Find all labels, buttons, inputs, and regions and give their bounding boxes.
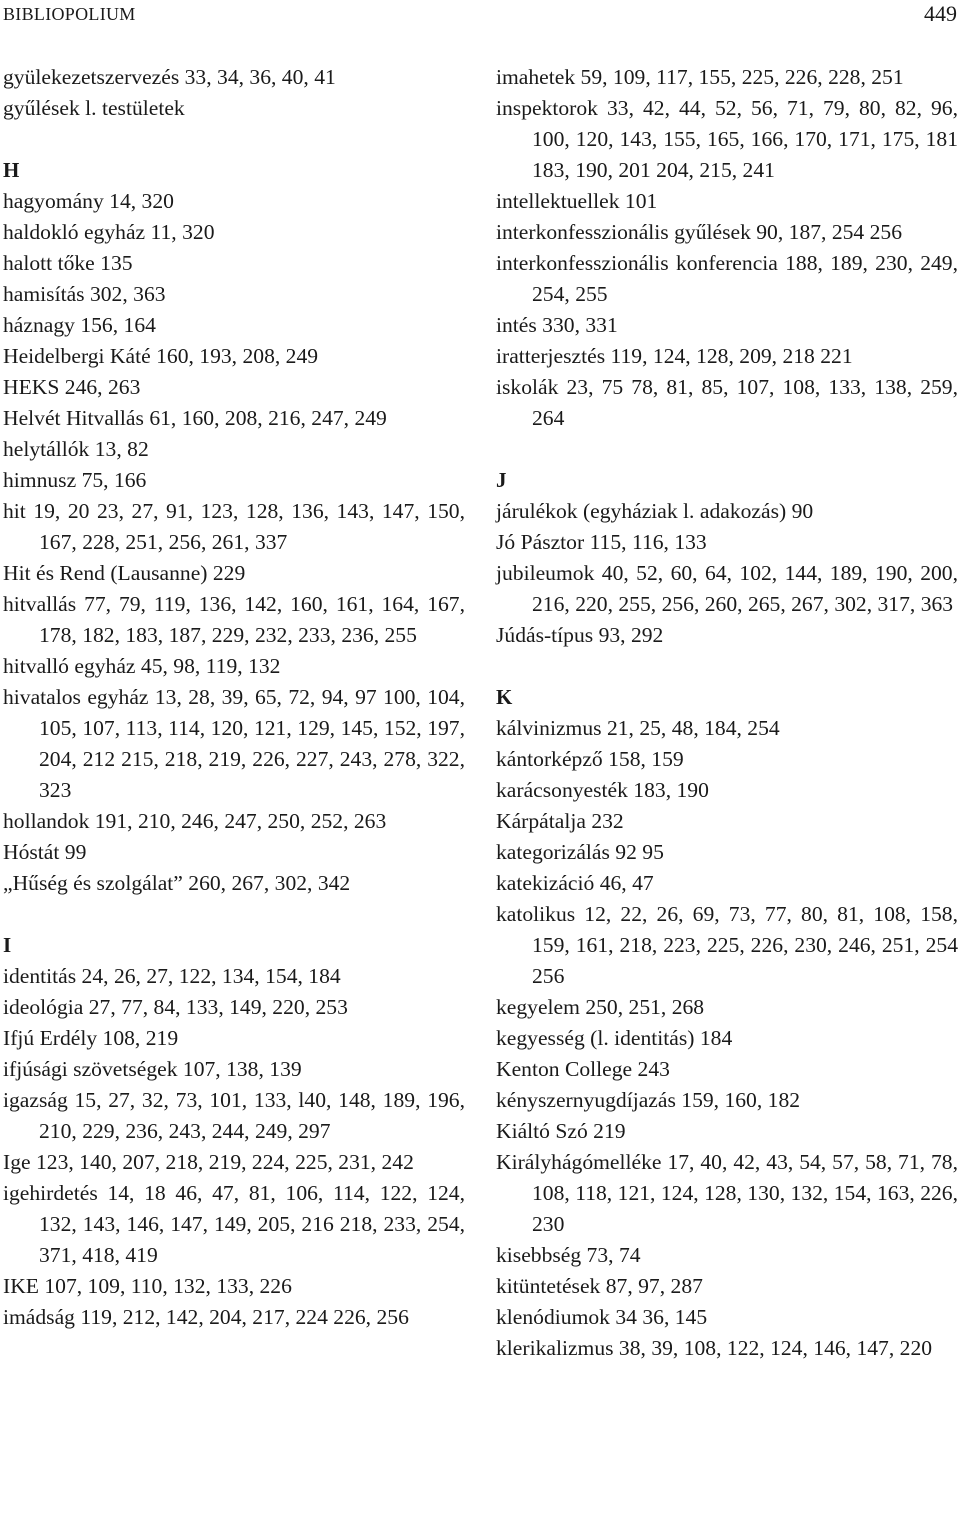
- index-entry: ifjúsági szövetségek 107, 138, 139: [3, 1057, 302, 1081]
- index-entry: IKE 107, 109, 110, 132, 133, 226: [3, 1274, 292, 1298]
- index-entry: kényszernyugdíjazás 159, 160, 182: [496, 1088, 801, 1112]
- index-entry: „Hűség és szolgálat” 260, 267, 302, 342: [3, 871, 351, 895]
- index-entry: interkonfesszionális gyűlések 90, 187, 254 256: [496, 220, 903, 244]
- index-entry: hit 19, 20 23, 27, 91, 123, 128, 136, 143, 147, 150, 167, 228, 251, 256, 261, 337: [3, 499, 465, 554]
- index-letter-heading: J: [496, 468, 507, 492]
- index-entry: Kiáltó Szó 219: [496, 1119, 626, 1143]
- index-entry: himnusz 75, 166: [3, 468, 147, 492]
- index-entry: igehirdetés 14, 18 46, 47, 81, 106, 114, 122, 124, 132, 143, 146, 147, 149, 205, 216 218, 233, 254, 371, 418, 419: [3, 1181, 465, 1267]
- index-entry: gyülekezetszervezés 33, 34, 36, 40, 41: [3, 65, 336, 89]
- index-entry: jubileumok 40, 52, 60, 64, 102, 144, 189, 190, 200, 216, 220, 255, 256, 260, 265, 267, 302, 317, 363: [496, 561, 958, 616]
- index-entry: kisebbség 73, 74: [496, 1243, 641, 1267]
- index-entry: imahetek 59, 109, 117, 155, 225, 226, 228, 251: [496, 65, 904, 89]
- index-entry: kitüntetések 87, 97, 287: [496, 1274, 703, 1298]
- running-head: [0, 0, 960, 34]
- index-entry: kategorizálás 92 95: [496, 840, 664, 864]
- index-entry: Ige 123, 140, 207, 218, 219, 224, 225, 231, 242: [3, 1150, 414, 1174]
- index-entry: HEKS 246, 263: [3, 375, 141, 399]
- index-entry: gyűlések l. testületek: [3, 96, 185, 120]
- index-letter-heading: K: [496, 685, 513, 709]
- index-entry: igazság 15, 27, 32, 73, 101, 133, l40, 148, 189, 196, 210, 229, 236, 243, 244, 249, 297: [3, 1088, 465, 1143]
- index-entry: Ifjú Erdély 108, 219: [3, 1026, 179, 1050]
- index-entry: identitás 24, 26, 27, 122, 134, 154, 184: [3, 964, 341, 988]
- index-entry: Kenton College 243: [496, 1057, 670, 1081]
- index-entry: hivatalos egyház 13, 28, 39, 65, 72, 94, 97 100, 104, 105, 107, 113, 114, 120, 121, 129, 145, 152, 197, 204, 212 215, 218, 219, 226, 227, 243, 278, 322, 323: [3, 685, 465, 802]
- index-letter-heading: H: [3, 158, 20, 182]
- index-letter-heading: I: [3, 933, 12, 957]
- index-entry: hitvalló egyház 45, 98, 119, 132: [3, 654, 281, 678]
- index-column-right: [496, 62, 958, 1364]
- index-entry: Kárpátalja 232: [496, 809, 624, 833]
- index-entry: Hit és Rend (Lausanne) 229: [3, 561, 246, 585]
- index-entry: Heidelbergi Káté 160, 193, 208, 249: [3, 344, 319, 368]
- index-entry: Hóstát 99: [3, 840, 87, 864]
- index-entry: hitvallás 77, 79, 119, 136, 142, 160, 161, 164, 167, 178, 182, 183, 187, 229, 232, 233, 236, 255: [3, 592, 465, 647]
- page-number: 449: [924, 1, 957, 26]
- index-entry: járulékok (egyháziak l. adakozás) 90: [496, 499, 814, 523]
- index-entry: háznagy 156, 164: [3, 313, 156, 337]
- index-entry: klenódiumok 34 36, 145: [496, 1305, 708, 1329]
- index-entry: Helvét Hitvallás 61, 160, 208, 216, 247, 249: [3, 406, 387, 430]
- index-entry: kegyesség (l. identitás) 184: [496, 1026, 733, 1050]
- index-entry: katolikus 12, 22, 26, 69, 73, 77, 80, 81, 108, 158, 159, 161, 218, 223, 225, 226, 230, 246, 251, 254 256: [496, 902, 958, 988]
- index-entry: karácsonyesték 183, 190: [496, 778, 709, 802]
- index-column-left: [3, 62, 465, 1333]
- index-entry: katekizáció 46, 47: [496, 871, 654, 895]
- index-entry: Jó Pásztor 115, 116, 133: [496, 530, 707, 554]
- index-entry: intellektuellek 101: [496, 189, 658, 213]
- index-entry: interkonfesszionális konferencia 188, 189, 230, 249, 254, 255: [496, 251, 958, 306]
- index-entry: iratterjesztés 119, 124, 128, 209, 218 221: [496, 344, 853, 368]
- index-entry: Királyhágómelléke 17, 40, 42, 43, 54, 57, 58, 71, 78, 108, 118, 121, 124, 128, 130, 132, 154, 163, 226, 230: [496, 1150, 958, 1236]
- index-entry: hagyomány 14, 320: [3, 189, 174, 213]
- index-entry: iskolák 23, 75 78, 81, 85, 107, 108, 133, 138, 259, 264: [496, 375, 958, 430]
- running-title: BIBLIOPOLIUM: [3, 4, 136, 24]
- index-entry: hamisítás 302, 363: [3, 282, 166, 306]
- index-entry: klerikalizmus 38, 39, 108, 122, 124, 146, 147, 220: [496, 1336, 933, 1360]
- index-entry: ideológia 27, 77, 84, 133, 149, 220, 253: [3, 995, 348, 1019]
- index-entry: helytállók 13, 82: [3, 437, 149, 461]
- index-entry: imádság 119, 212, 142, 204, 217, 224 226, 256: [3, 1305, 409, 1329]
- index-entry: inspektorok 33, 42, 44, 52, 56, 71, 79, 80, 82, 96, 100, 120, 143, 155, 165, 166, 170, 171, 175, 181 183, 190, 201 204, 215, 241: [496, 96, 958, 182]
- index-entry: haldokló egyház 11, 320: [3, 220, 215, 244]
- index-entry: kálvinizmus 21, 25, 48, 184, 254: [496, 716, 780, 740]
- index-entry: intés 330, 331: [496, 313, 618, 337]
- index-entry: kegyelem 250, 251, 268: [496, 995, 705, 1019]
- index-entry: kántorképző 158, 159: [496, 747, 684, 771]
- index-entry: hollandok 191, 210, 246, 247, 250, 252, 263: [3, 809, 387, 833]
- index-entry: halott tőke 135: [3, 251, 133, 275]
- index-entry: Júdás-típus 93, 292: [496, 623, 664, 647]
